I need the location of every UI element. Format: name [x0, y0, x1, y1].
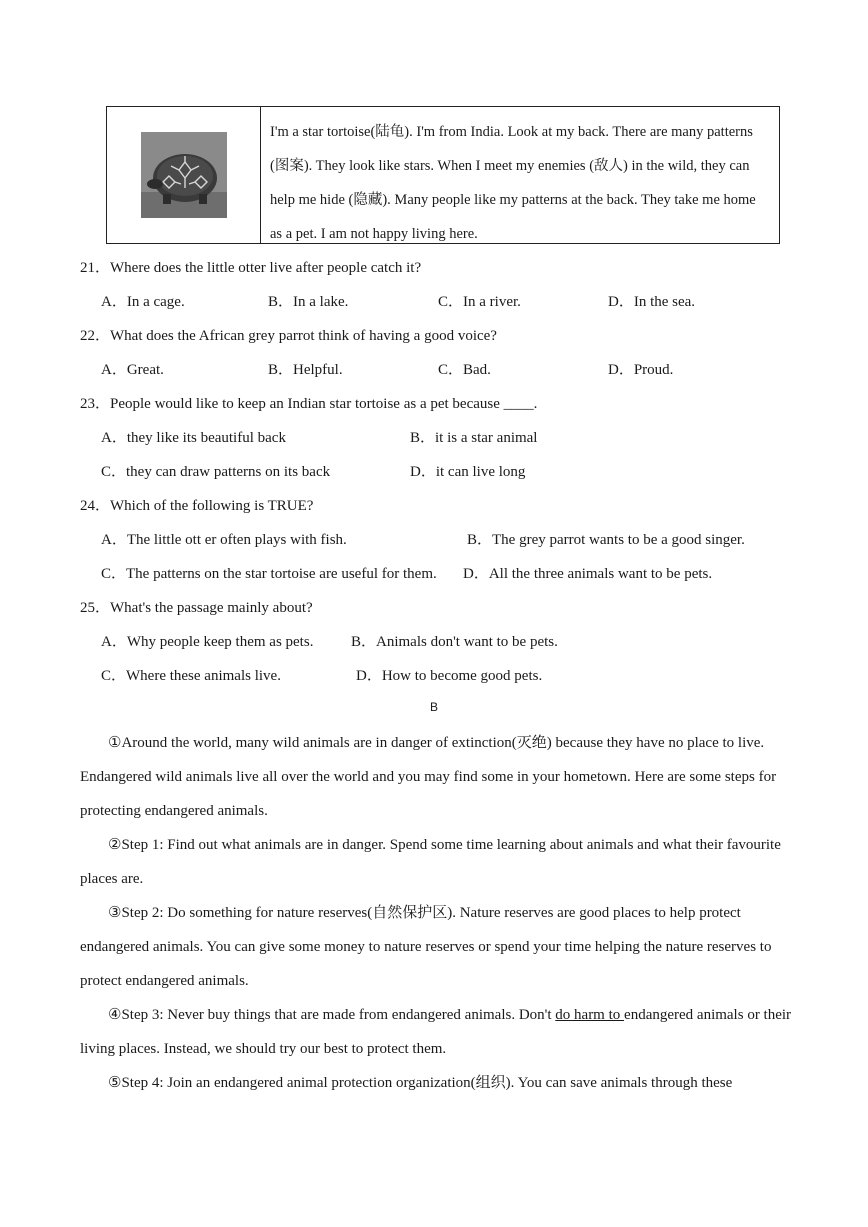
question-21: [80, 256, 421, 277]
question-24: [80, 494, 313, 515]
question-text: Where does the little otter live after people catch it?: [110, 260, 422, 276]
q22-option-a: A．Great.: [101, 362, 164, 378]
q25-option-c: C．Where these animals live.: [101, 668, 281, 684]
tortoise-info-box: [106, 106, 780, 244]
q23-option-c: C．they can draw patterns on its back: [101, 464, 331, 480]
q22-option-d: D．Proud.: [608, 362, 674, 378]
paragraph-5: [80, 1066, 792, 1100]
q24-option-b: B．The grey parrot wants to be a good singer.: [467, 532, 745, 548]
paragraph-3: [80, 896, 792, 998]
tortoise-photo: [141, 132, 227, 218]
q21-option-c: C．In a river.: [438, 294, 521, 310]
q21-option-d: D．In the sea.: [608, 294, 696, 310]
question-number: 22．: [80, 328, 111, 344]
q24-option-d: D．All the three animals want to be pets.: [463, 566, 713, 582]
question-number: 24．: [80, 498, 111, 514]
paragraph-4: [80, 998, 792, 1066]
q24-option-c: C．The patterns on the star tortoise are useful for them.: [101, 566, 437, 582]
paragraph-4-text-b: endangered animals or their living places. Instead, we should try our best to protect them.: [80, 1007, 792, 1057]
paragraph-3-text: ③Step 2: Do something for nature reserves(自然保护区). Nature reserves are good places to help protect endangered animals. You can give some money to nature reserves or spend your time helping the nature reserves to protect endangered animals.: [80, 905, 772, 989]
question-25: [80, 596, 313, 617]
paragraph-2: [80, 828, 792, 896]
paragraph-4-text-a: ④Step 3: Never buy things that are made from endangered animals. Don't: [108, 1007, 556, 1023]
q23-option-d: D．it can live long: [410, 464, 526, 480]
tortoise-image-cell: [107, 107, 261, 243]
q22-option-b: B．Helpful.: [268, 362, 343, 378]
tortoise-text: I'm a star tortoise(陆龟). I'm from India. Look at my back. There are many patterns (图案). They look like stars. When I meet my enemies (敌人) in the wild, they can help me hide (隐藏). Many people like my patterns at the back. They take me home as a pet. I am not happy living here.: [270, 124, 756, 242]
paragraph-2-text: ②Step 1: Find out what animals are in danger. Spend some time learning about animals and what their favourite places are.: [80, 837, 781, 887]
q21-option-b: B．In a lake.: [268, 294, 349, 310]
q25-option-b: B．Animals don't want to be pets.: [351, 634, 558, 650]
question-text: Which of the following is TRUE?: [110, 498, 314, 514]
q23-option-b: B．it is a star animal: [410, 430, 538, 446]
question-number: 23．: [80, 396, 111, 412]
q25-option-d: D．How to become good pets.: [356, 668, 543, 684]
question-number: 25．: [80, 600, 111, 616]
q21-option-a: A．In a cage.: [101, 294, 185, 310]
section-heading: B: [429, 700, 438, 714]
q25-option-a: A．Why people keep them as pets.: [101, 634, 314, 650]
q22-option-c: C．Bad.: [438, 362, 491, 378]
paragraph-5-text: ⑤Step 4: Join an endangered animal protection organization(组织). You can save animals through these: [108, 1075, 733, 1091]
paragraph-1: [80, 726, 792, 828]
q23-option-a: A．they like its beautiful back: [101, 430, 286, 446]
question-text: People would like to keep an Indian star tortoise as a pet because ____.: [110, 396, 538, 412]
paragraph-1-text: ①Around the world, many wild animals are in danger of extinction(灭绝) because they have no place to live. Endangered wild animals live all over the world and you may find some in your hometown. Here are some steps for protecting endangered animals.: [80, 735, 777, 819]
question-text: What's the passage mainly about?: [110, 600, 313, 616]
q24-option-a: A．The little ott er often plays with fish.: [101, 532, 347, 548]
underlined-phrase: do harm to: [555, 1007, 625, 1023]
question-text: What does the African grey parrot think of having a good voice?: [110, 328, 497, 344]
question-22: [80, 324, 497, 345]
question-number: 21．: [80, 260, 111, 276]
question-23: [80, 392, 537, 413]
